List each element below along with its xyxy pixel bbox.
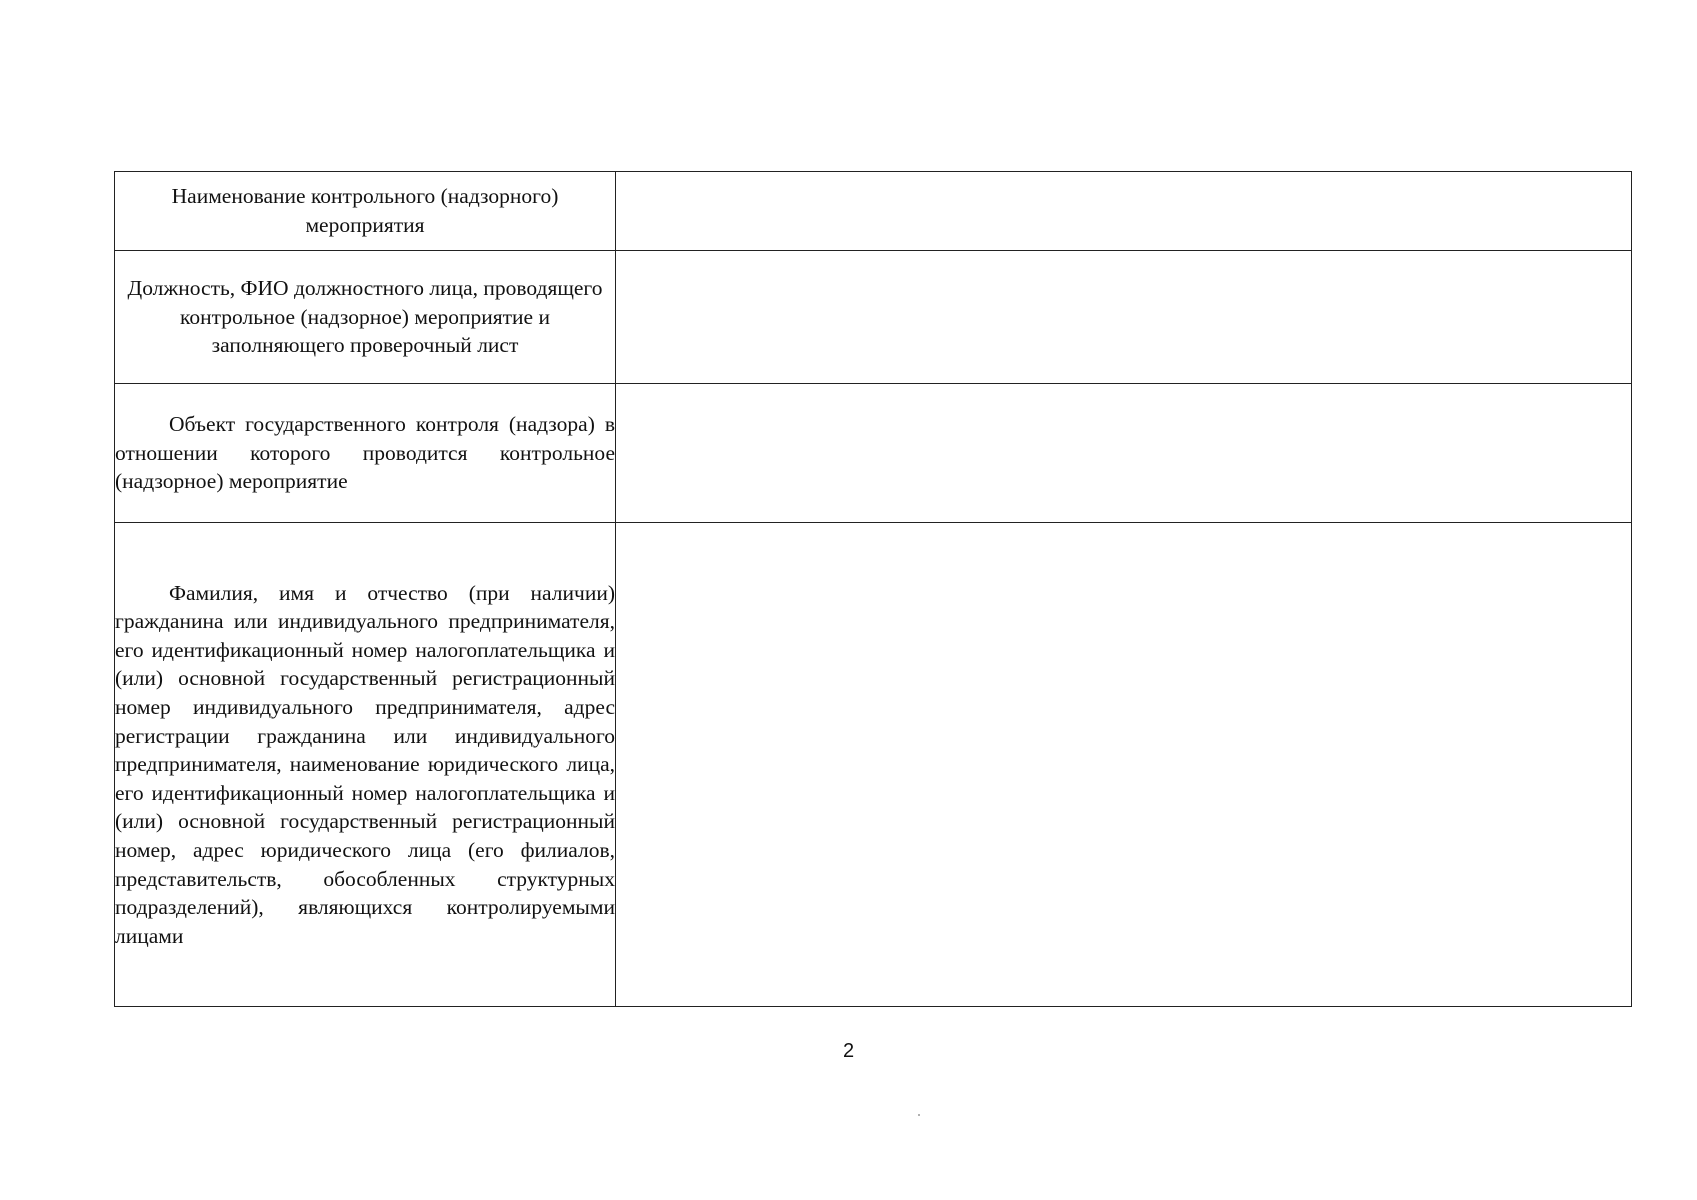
inspector-position-label: Должность, ФИО должностного лица, проводящего контрольное (надзорное) мероприятие и заполняющего проверочный лист <box>127 276 603 358</box>
scan-artifact <box>918 1114 920 1116</box>
page-number: 2 <box>842 1040 855 1062</box>
control-object-label: Объект государственного контроля (надзора) в отношении которого проводится контрольное (надзорное) мероприятие <box>115 412 615 494</box>
table-row-control-object <box>115 384 1632 523</box>
controlled-person-value[interactable] <box>616 523 1632 1007</box>
control-measure-name-label: Наименование контрольного (надзорного) мероприятия <box>171 184 559 237</box>
table-row-controlled-person <box>115 523 1632 1007</box>
inspection-form-table <box>114 171 1632 1007</box>
label-cell <box>115 384 616 523</box>
label-cell <box>115 251 616 384</box>
label-cell <box>115 523 616 1007</box>
table-row-inspector-position <box>115 251 1632 384</box>
table-row-control-measure-name <box>115 172 1632 251</box>
control-object-value[interactable] <box>616 384 1632 523</box>
controlled-person-label: Фамилия, имя и отчество (при наличии) гражданина или индивидуального предпринимателя, его идентификационный номер налогоплательщика и (или) основной государственный регистрационный номер индивидуального предпринимателя, адрес регистрации гражданина или индивидуального предпринимателя, наименование юридического лица, его идентификационный номер налогоплательщика и (или) основной государственный регистрационный номер, адрес юридического лица (его филиалов, представительств, обособленных структурных подразделений), являющихся контролируемыми лицами <box>115 580 615 948</box>
label-cell <box>115 172 616 251</box>
control-measure-name-value[interactable] <box>616 172 1632 251</box>
inspector-position-value[interactable] <box>616 251 1632 384</box>
